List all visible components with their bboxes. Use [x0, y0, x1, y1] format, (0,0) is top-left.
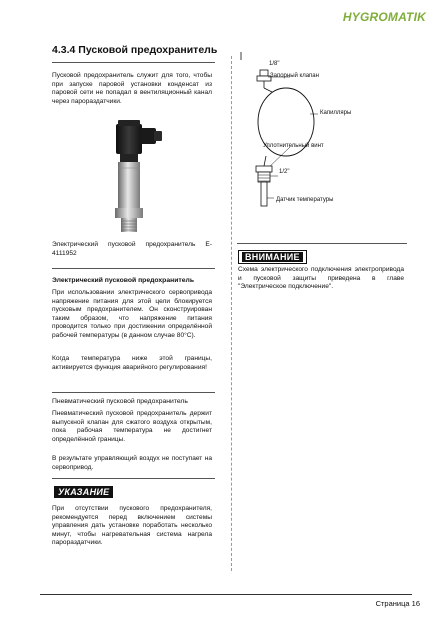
page-number: Страница 16: [375, 599, 420, 608]
label-temp-sensor: Датчик температуры: [276, 197, 334, 203]
label-top-fitting: 1/8": [269, 61, 280, 67]
right-divider: [237, 243, 407, 244]
divider-1: [52, 268, 215, 269]
column-divider: [231, 56, 232, 571]
divider-3: [52, 478, 215, 479]
intro-paragraph: Пусковой предохранитель служит для того, чтобы при запуске паровой установки конденсат из паровой сети не попадал в вентиляционный канал через парораздатчики.: [52, 72, 212, 105]
electric-paragraph-2: Когда температура ниже этой границы, активируется функция аварийного регулирования!: [52, 355, 212, 371]
title-underline: [52, 62, 215, 63]
footer-rule: [40, 594, 412, 595]
warning-label: [238, 250, 307, 264]
electric-paragraph-1: При использовании электрического сервопривода напряжение питания для этой цели блокируется пусковым предохранителем. Он сконструирован таким образом, что напряжение питания проводится только при достижении определённой рабочей температуры (в данном случае 80°C).: [52, 289, 212, 339]
notice-paragraph: При отсутствии пускового предохранителя, рекомендуется перед включением системы управления дать установке поработать несколько минут, чтобы нагревательная система нагрела парораздатчики.: [52, 505, 212, 547]
brand-logo: [343, 10, 426, 24]
label-capillaries: Капилляры: [320, 110, 352, 116]
pneumatic-paragraph-2: В результате управляющий воздух не поступает на сервопривод.: [52, 455, 212, 471]
pneumatic-heading: Пневматический пусковой предохранитель: [52, 398, 188, 405]
divider-2: [52, 392, 215, 393]
logo-part-matik: MATIK: [387, 10, 426, 24]
warning-paragraph: Схема электрического подключения электропривода и пусковой защиты приведена в главе "Электрическое подключение".: [238, 266, 404, 291]
starter-fuse-photo: [108, 118, 168, 234]
warning-label-text: ВНИМАНИЕ: [242, 252, 303, 262]
photo-caption: Электрический пусковой предохранитель E-4111952: [52, 241, 212, 257]
electric-heading: Электрический пусковой предохранитель: [52, 277, 195, 284]
notice-label: УКАЗАНИЕ: [54, 486, 113, 498]
section-title: 4.3.4 Пусковой предохранитель: [52, 44, 218, 56]
label-sealing-screw: Уплотнительный винт: [263, 143, 324, 149]
label-shutoff-valve: Запорный клапан: [270, 73, 319, 79]
label-bottom-fitting: 1/2": [279, 169, 290, 175]
pneumatic-paragraph-1: Пневматический пусковой предохранитель держит выпускной клапан для сжатого воздуха открытым, пока рабочая температура не достигнет определённой границы.: [52, 410, 212, 443]
logo-part-hygro: HYGRO: [342, 10, 388, 24]
